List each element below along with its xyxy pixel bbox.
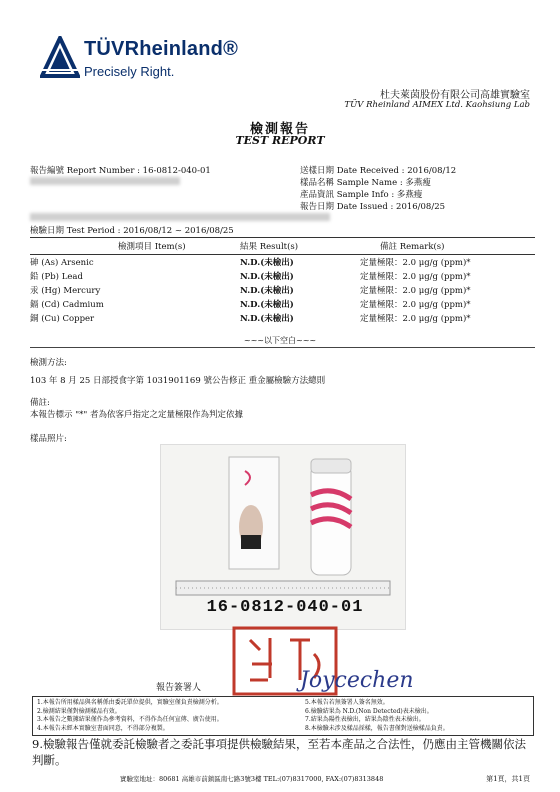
- notes-label: 備註:: [30, 398, 50, 408]
- table-row: [30, 255, 535, 270]
- report-number-label: 報告編號 Report Number :: [30, 166, 140, 176]
- sample-name: 多燕瘦: [405, 178, 431, 188]
- row-remark: 定量極限：2.0 μg/g (ppm)*: [360, 272, 471, 282]
- disclaimer-item: 4.本報告未經本實驗室書面同意，不得部分複製。: [37, 724, 169, 732]
- report-number: 16-0812-040-01: [142, 166, 211, 176]
- row-remark: 定量極限：2.0 μg/g (ppm)*: [360, 286, 471, 296]
- disclaimer-box: [32, 696, 534, 736]
- date-received-row: [300, 164, 456, 176]
- date-issued: 2016/08/25: [396, 202, 446, 212]
- sample-info: 多燕瘦: [396, 190, 423, 200]
- test-period: 2016/08/12 ~ 2016/08/25: [123, 226, 234, 236]
- row-result: N.D.(未檢出): [240, 272, 294, 282]
- signatory-label: 報告簽署人: [156, 683, 202, 693]
- table-row: [30, 269, 535, 283]
- disclaimer-item: 8.本檢驗未涉及樣品採樣，報告書僅對送檢樣品負責。: [305, 724, 449, 732]
- row-result: N.D.(未檢出): [240, 314, 294, 324]
- header-remark: 備註 Remark(s): [360, 238, 535, 255]
- test-period-row: [30, 224, 234, 236]
- client-address-redacted: [30, 212, 330, 222]
- page-number: 第1頁，共1頁: [486, 775, 530, 783]
- report-number-row: [30, 164, 211, 176]
- end-of-table-marker: ~~~以下空白~~~: [243, 336, 317, 345]
- date-issued-row: [300, 200, 445, 212]
- report-title-cn: 檢測報告: [249, 122, 310, 137]
- method-label: 檢測方法:: [30, 358, 67, 368]
- results-header-row: [30, 238, 535, 255]
- row-result: N.D.(未檢出): [240, 286, 294, 296]
- test-period-label: 檢驗日期 Test Period :: [30, 226, 121, 236]
- client-name-redacted: [30, 176, 180, 186]
- legality-note: 9.檢驗報告僅就委託檢驗者之委託事項提供檢驗結果，至若本產品之合法性，仍應由主管機關依法判斷。: [32, 737, 526, 767]
- notes-text: 本報告標示 "*" 者為依客戶指定之定量極限作為判定依據: [30, 410, 243, 420]
- lab-name-en: TÜV Rheinland AIMEX Ltd. Kaohsiung Lab: [344, 100, 530, 110]
- row-item: 砷 (As) Arsenic: [30, 258, 94, 268]
- photo-sample-id: 16-0812-040-01: [206, 598, 364, 617]
- disclaimer-item: 2.檢測結果僅對檢測樣品有效。: [37, 707, 121, 715]
- lab-address: 實驗室地址：80681 高雄市前鎮區南七路3號3樓 TEL:(07)8317000, FAX:(07)8313848: [120, 775, 384, 783]
- header-result: 結果 Result(s): [240, 238, 360, 255]
- disclaimer-item: 7.結果為陽性表檢出，結果為陰性表未檢出。: [305, 716, 425, 724]
- row-remark: 定量極限：2.0 μg/g (ppm)*: [360, 258, 471, 268]
- row-item: 銅 (Cu) Copper: [30, 314, 95, 324]
- row-result: N.D.(未檢出): [240, 300, 294, 310]
- row-item: 鎘 (Cd) Cadmium: [30, 300, 104, 310]
- date-received: 2016/08/12: [407, 166, 457, 176]
- sample-name-label: 樣品名稱 Sample Name :: [300, 178, 403, 188]
- row-remark: 定量極限：2.0 μg/g (ppm)*: [360, 314, 471, 324]
- table-row: [30, 297, 535, 311]
- brand-tagline: Precisely Right.: [84, 64, 175, 79]
- sample-info-row: [300, 188, 422, 200]
- header-item: 檢測項目 Item(s): [30, 238, 240, 255]
- report-title-en: TEST REPORT: [235, 134, 325, 147]
- table-row: [30, 311, 535, 325]
- disclaimer-item: 1.本報告所用樣品與名稱係由委託單位提供，實驗室僅負責檢測分析。: [37, 699, 223, 706]
- disclaimer-item: 5.本報告若無簽署人簽名無效。: [305, 699, 389, 706]
- row-remark: 定量極限：2.0 μg/g (ppm)*: [360, 300, 471, 310]
- lab-name-cn: 杜夫萊茵股份有限公司高雄實驗室: [380, 90, 530, 101]
- table-row: [30, 283, 535, 297]
- brand-name: TÜVRheinland®: [84, 38, 239, 60]
- divider: [30, 347, 535, 348]
- disclaimer-left: [37, 699, 223, 733]
- results-table: [30, 237, 535, 325]
- disclaimer-right: [305, 699, 449, 733]
- tuv-triangle-logo-icon: [40, 36, 80, 78]
- date-issued-label: 報告日期 Date Issued :: [300, 202, 394, 212]
- photo-label: 樣品照片:: [30, 434, 67, 444]
- disclaimer-item: 6.檢驗結果為 N.D.(Non Detected)表未檢出。: [305, 707, 433, 715]
- sample-info-label: 產品資訊 Sample Info :: [300, 190, 395, 200]
- row-item: 鉛 (Pb) Lead: [30, 272, 83, 282]
- row-result: N.D.(未檢出): [240, 258, 294, 268]
- date-received-label: 送樣日期 Date Received :: [300, 166, 405, 176]
- row-item: 汞 (Hg) Mercury: [30, 286, 101, 296]
- signature: Joycechen: [300, 668, 414, 693]
- disclaimer-item: 3.本報告之數據結果僅作為參考資料，不得作為任何宣傳、廣告使用。: [37, 716, 223, 724]
- method-text: 103 年 8 月 25 日部授食字第 1031901169 號公告修正 重金屬檢驗方法總則: [30, 376, 326, 386]
- sample-name-row: [300, 176, 431, 188]
